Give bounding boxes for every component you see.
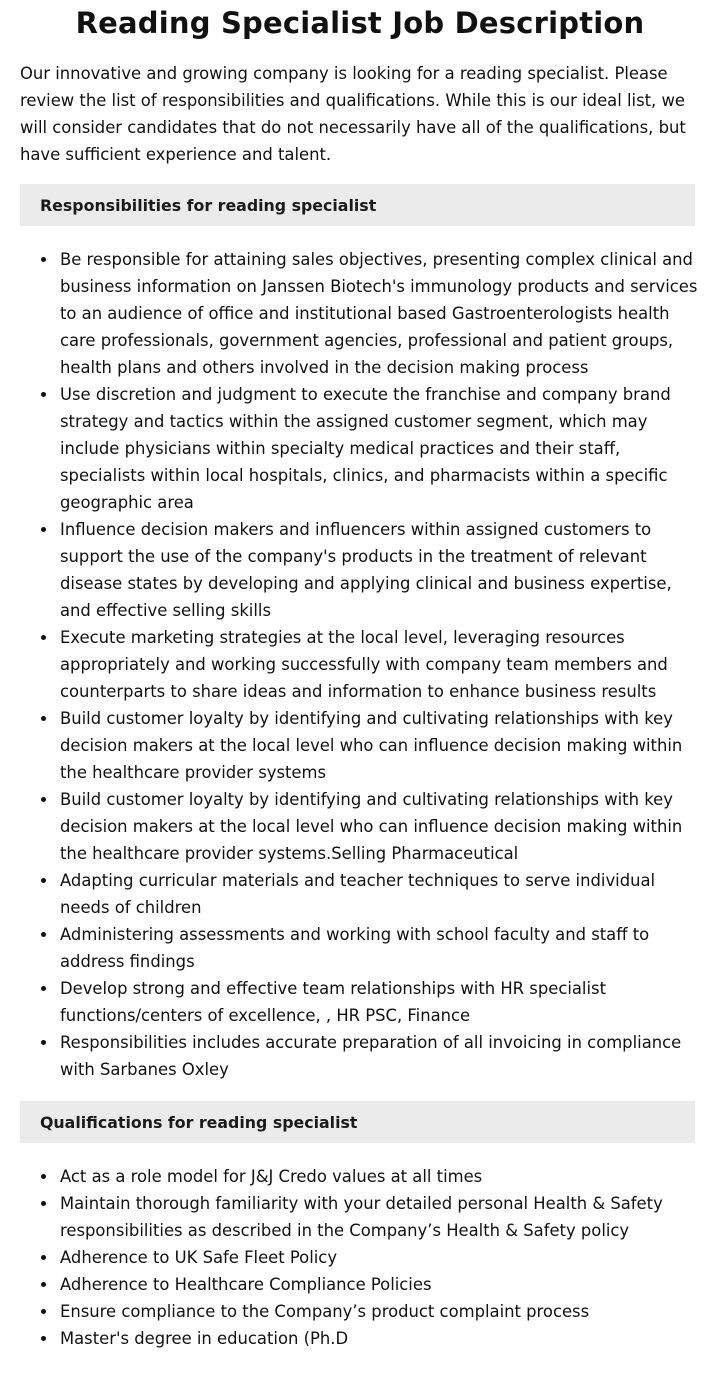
list-item-text: Build customer loyalty by identifying and cultivating relationships with key decision makers at the local level who can influence decision making within the healthcare provider systems.Selling Pharmaceutical <box>60 790 683 863</box>
list-item <box>60 786 706 867</box>
list-item-text: Build customer loyalty by identifying and cultivating relationships with key decision makers at the local level who can influence decision making within the healthcare provider systems <box>60 709 683 782</box>
bullet-icon <box>41 392 46 397</box>
list-item <box>60 1244 706 1271</box>
list-item <box>60 1298 706 1325</box>
responsibilities-list <box>0 246 720 1083</box>
list-item <box>60 975 706 1029</box>
list-item <box>60 921 706 975</box>
list-item <box>60 1190 706 1244</box>
bullet-icon <box>41 716 46 721</box>
qualifications-list <box>0 1163 720 1352</box>
list-item-text: Ensure compliance to the Company’s product complaint process <box>60 1302 590 1321</box>
list-item-text: Develop strong and effective team relationships with HR specialist functions/centers of excellence, , HR PSC, Finance <box>60 979 606 1025</box>
list-item-text: Maintain thorough familiarity with your detailed personal Health & Safety responsibilities as described in the Company’s Health & Safety policy <box>60 1194 663 1240</box>
bullet-icon <box>41 257 46 262</box>
list-item <box>60 1029 706 1083</box>
bullet-icon <box>41 1255 46 1260</box>
list-item-text: Influence decision makers and influencers within assigned customers to support the use of the company's products in the treatment of relevant disease states by developing and applying clinical and business expertise, and effective selling skills <box>60 520 672 620</box>
list-item-text: Use discretion and judgment to execute the franchise and company brand strategy and tactics within the assigned customer segment, which may include physicians within specialty medical practices and their staff, specialists within local hospitals, clinics, and pharmacists within a specific geographic area <box>60 385 671 512</box>
list-item <box>60 1163 706 1190</box>
list-item <box>60 705 706 786</box>
list-item <box>60 1325 706 1352</box>
bullet-icon <box>41 878 46 883</box>
bullet-icon <box>41 1336 46 1341</box>
bullet-icon <box>41 1201 46 1206</box>
list-item-text: Administering assessments and working with school faculty and staff to address findings <box>60 925 650 971</box>
list-item-text: Adherence to UK Safe Fleet Policy <box>60 1248 338 1267</box>
intro-paragraph: Our innovative and growing company is looking for a reading specialist. Please review the list of responsibilities and qualifications. While this is our ideal list, we will consider candidates that do not necessarily have all of the qualifications, but have sufficient experience and talent. <box>20 64 686 164</box>
page-title: Reading Specialist Job Description <box>75 6 645 40</box>
responsibilities-heading: Responsibilities for reading specialist <box>20 184 695 226</box>
list-item-text: Responsibilities includes accurate preparation of all invoicing in compliance with Sarbanes Oxley <box>60 1033 682 1079</box>
list-item-text: Master's degree in education (Ph.D <box>60 1329 349 1348</box>
bullet-icon <box>41 1309 46 1314</box>
bullet-icon <box>41 635 46 640</box>
list-item <box>60 381 706 516</box>
list-item-text: Act as a role model for J&J Credo values at all times <box>60 1167 483 1186</box>
bullet-icon <box>41 1174 46 1179</box>
list-item <box>60 867 706 921</box>
list-item <box>60 624 706 705</box>
bullet-icon <box>41 932 46 937</box>
bullet-icon <box>41 1282 46 1287</box>
list-item <box>60 246 706 381</box>
list-item-text: Adherence to Healthcare Compliance Policies <box>60 1275 432 1294</box>
bullet-icon <box>41 986 46 991</box>
qualifications-heading: Qualifications for reading specialist <box>20 1101 695 1143</box>
list-item-text: Be responsible for attaining sales objectives, presenting complex clinical and business information on Janssen Biotech's immunology products and services to an audience of office and institutional based Gastroenterologists health care professionals, government agencies, professional and patient groups, health plans and others involved in the decision making process <box>60 250 698 377</box>
list-item <box>60 1271 706 1298</box>
list-item <box>60 516 706 624</box>
bullet-icon <box>41 1040 46 1045</box>
list-item-text: Adapting curricular materials and teacher techniques to serve individual needs of children <box>60 871 656 917</box>
list-item-text: Execute marketing strategies at the local level, leveraging resources appropriately and working successfully with company team members and counterparts to share ideas and information to enhance business results <box>60 628 668 701</box>
bullet-icon <box>41 797 46 802</box>
bullet-icon <box>41 527 46 532</box>
